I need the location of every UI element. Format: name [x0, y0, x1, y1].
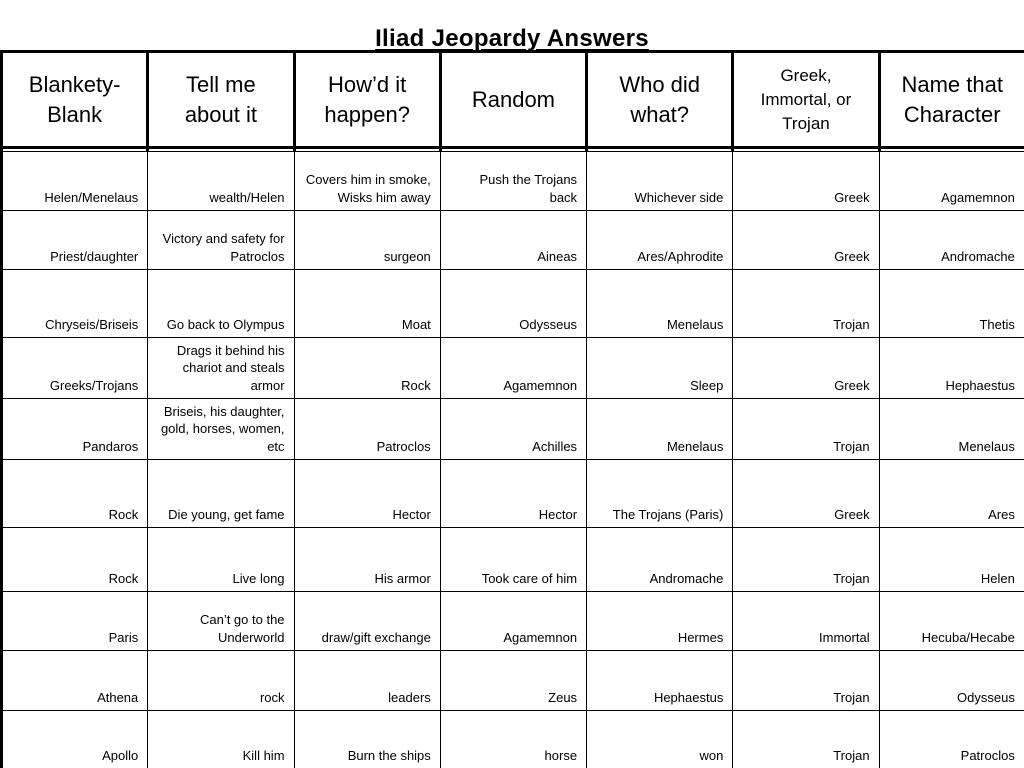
column-header-blankety-blank: Blankety- Blank	[2, 52, 148, 148]
table-cell: Trojan	[733, 270, 879, 338]
table-cell: Greek	[733, 211, 879, 270]
table-cell: Helen	[879, 528, 1024, 592]
column-header-greek-immortal-trojan: Greek, Immortal, or Trojan	[733, 52, 879, 148]
table-row	[2, 399, 1024, 460]
table-cell: Menelaus	[879, 399, 1024, 460]
table-cell: Helen/Menelaus	[2, 152, 148, 211]
table-cell: Die young, get fame	[148, 460, 294, 528]
table-cell: Greek	[733, 460, 879, 528]
table-cell: Athena	[2, 651, 148, 711]
table-cell: won	[587, 711, 733, 768]
table-row	[2, 338, 1024, 399]
table-cell: Andromache	[587, 528, 733, 592]
table-cell: leaders	[294, 651, 440, 711]
table-cell: Odysseus	[879, 651, 1024, 711]
table-cell: Rock	[2, 528, 148, 592]
table-cell: Andromache	[879, 211, 1024, 270]
table-cell: Priest/daughter	[2, 211, 148, 270]
table-row	[2, 460, 1024, 528]
header-row	[2, 52, 1024, 148]
table-cell: Trojan	[733, 399, 879, 460]
table-cell: Patroclos	[294, 399, 440, 460]
table-cell: Thetis	[879, 270, 1024, 338]
table-cell: Greeks/Trojans	[2, 338, 148, 399]
table-row	[2, 651, 1024, 711]
column-header-howd-it-happen: How’d it happen?	[294, 52, 440, 148]
table-cell: Hecuba/Hecabe	[879, 592, 1024, 651]
table-cell: Ares	[879, 460, 1024, 528]
table-cell: Agamemnon	[440, 592, 586, 651]
table-cell: The Trojans (Paris)	[587, 460, 733, 528]
table-cell: Hector	[294, 460, 440, 528]
table-cell: Zeus	[440, 651, 586, 711]
table-cell: Hephaestus	[587, 651, 733, 711]
table-cell: Ares/Aphrodite	[587, 211, 733, 270]
table-cell: Trojan	[733, 711, 879, 768]
table-cell: Hephaestus	[879, 338, 1024, 399]
table-cell: Agamemnon	[440, 338, 586, 399]
table-row	[2, 528, 1024, 592]
table-cell: Sleep	[587, 338, 733, 399]
table-cell: Hermes	[587, 592, 733, 651]
table-cell: wealth/Helen	[148, 152, 294, 211]
table-cell: Live long	[148, 528, 294, 592]
table-cell: Chryseis/Briseis	[2, 270, 148, 338]
table-cell: Drags it behind his chariot and steals armor	[148, 338, 294, 399]
table-cell: Push the Trojans back	[440, 152, 586, 211]
table-cell: Covers him in smoke, Wisks him away	[294, 152, 440, 211]
table-row	[2, 711, 1024, 768]
table-cell: horse	[440, 711, 586, 768]
column-header-name-that-character: Name that Character	[879, 52, 1024, 148]
table-cell: Victory and safety for Patroclos	[148, 211, 294, 270]
table-cell: Trojan	[733, 651, 879, 711]
table-cell: Burn the ships	[294, 711, 440, 768]
table-cell: Paris	[2, 592, 148, 651]
column-header-who-did-what: Who did what?	[587, 52, 733, 148]
table-cell: Agamemnon	[879, 152, 1024, 211]
table-cell: rock	[148, 651, 294, 711]
table-cell: Menelaus	[587, 399, 733, 460]
table-row	[2, 592, 1024, 651]
column-header-tell-me-about-it: Tell me about it	[148, 52, 294, 148]
table-cell: Apollo	[2, 711, 148, 768]
column-header-random: Random	[440, 52, 586, 148]
table-cell: Moat	[294, 270, 440, 338]
table-cell: Hector	[440, 460, 586, 528]
table-cell: Whichever side	[587, 152, 733, 211]
table-cell: Pandaros	[2, 399, 148, 460]
table-cell: Can’t go to the Underworld	[148, 592, 294, 651]
table-cell: Greek	[733, 338, 879, 399]
table-cell: Trojan	[733, 528, 879, 592]
table-cell: Greek	[733, 152, 879, 211]
table-cell: Immortal	[733, 592, 879, 651]
answers-table	[0, 50, 1024, 768]
table-row	[2, 270, 1024, 338]
table-row	[2, 211, 1024, 270]
table-cell: Rock	[294, 338, 440, 399]
table-row	[2, 152, 1024, 211]
page-title: Iliad Jeopardy Answers	[375, 25, 649, 52]
table-cell: Aineas	[440, 211, 586, 270]
table-cell: Briseis, his daughter, gold, horses, women, etc	[148, 399, 294, 460]
table-cell: Kill him	[148, 711, 294, 768]
table-cell: Took care of him	[440, 528, 586, 592]
table-body	[2, 148, 1024, 768]
table-cell: Menelaus	[587, 270, 733, 338]
table-cell: Rock	[2, 460, 148, 528]
table-cell: draw/gift exchange	[294, 592, 440, 651]
table-cell: Achilles	[440, 399, 586, 460]
table-cell: Go back to Olympus	[148, 270, 294, 338]
table-cell: His armor	[294, 528, 440, 592]
table-cell: Patroclos	[879, 711, 1024, 768]
table-cell: surgeon	[294, 211, 440, 270]
table-cell: Odysseus	[440, 270, 586, 338]
